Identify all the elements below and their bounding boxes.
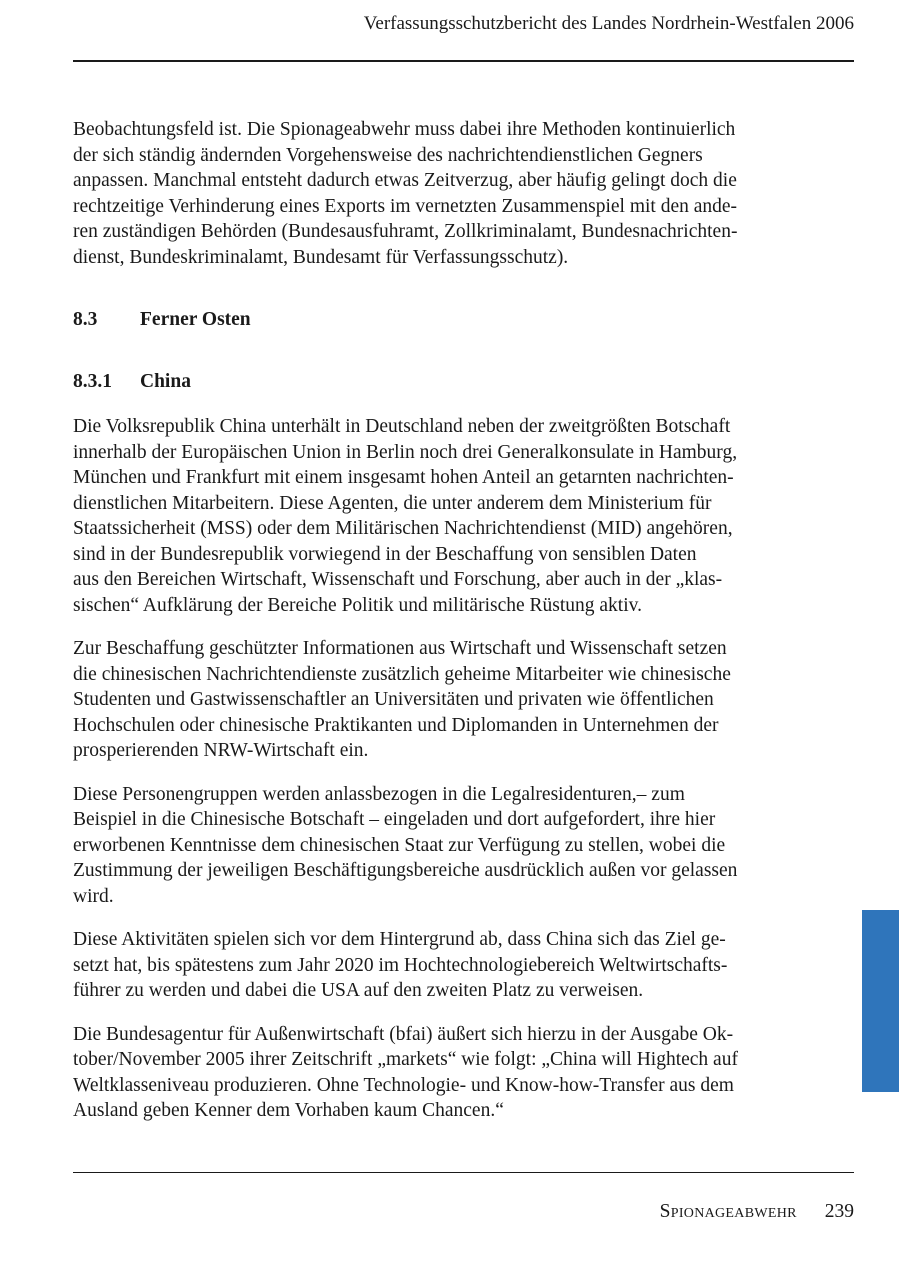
text-line: tober/November 2005 ihrer Zeitschrift „markets“ wie folgt: „China will Hightech auf: [73, 1049, 738, 1070]
text-line: anpassen. Manchmal entsteht dadurch etwas Zeitverzug, aber häufig gelingt doch die: [73, 170, 737, 191]
body-paragraph: [73, 1022, 808, 1124]
text-line: München und Frankfurt mit einem insgesamt hohen Anteil an getarnten nachrichten-: [73, 467, 734, 488]
china-section-body: [73, 414, 808, 1142]
text-line: Weltklasseniveau produzieren. Ohne Technologie- und Know-how-Transfer aus dem: [73, 1074, 734, 1096]
header-rule: [73, 60, 854, 62]
text-line: sischen“ Aufklärung der Bereiche Politik und militärische Rüstung aktiv.: [73, 594, 642, 616]
text-line: innerhalb der Europäischen Union in Berlin noch drei Generalkonsulate in Hamburg,: [73, 441, 738, 463]
running-header: Verfassungsschutzbericht des Landes Nordrhein-Westfalen 2006: [363, 13, 854, 34]
text-line: Studenten und Gastwissenschaftler an Universitäten und privaten wie öffentlichen: [73, 689, 714, 710]
text-line: Die Volksrepublik China unterhält in Deutschland neben der zweitgrößten Botschaft: [73, 416, 731, 437]
section-number: 8.3: [73, 309, 98, 330]
section-title: Ferner Osten: [140, 309, 251, 330]
chapter-name: Spionageabwehr: [659, 1201, 797, 1222]
text-line: erworbenen Kenntnisse dem chinesischen Staat zur Verfügung zu stellen, wobei die: [73, 834, 726, 856]
text-line: führer zu werden und dabei die USA auf den zweiten Platz zu verweisen.: [73, 980, 644, 1001]
text-line: der sich ständig ändernden Vorgehensweise des nachrichtendienstlichen Gegners: [73, 144, 703, 166]
footer-rule: [73, 1172, 854, 1173]
text-line: Staatssicherheit (MSS) oder dem Militärischen Nachrichtendienst (MID) angehören,: [73, 518, 733, 539]
text-line: rechtzeitige Verhinderung eines Exports im vernetzten Zusammenspiel mit den ande-: [73, 195, 738, 217]
text-line: dienstlichen Mitarbeitern. Diese Agenten, die unter anderem dem Ministerium für: [73, 492, 712, 514]
section-heading: [73, 307, 251, 332]
chapter-side-tab: [862, 910, 899, 1092]
text-line: dienst, Bundeskriminalamt, Bundesamt für Verfassungsschutz).: [73, 246, 569, 268]
text-line: Zur Beschaffung geschützter Informationen aus Wirtschaft und Wissenschaft setzen: [73, 638, 727, 659]
body-paragraph: [73, 782, 808, 910]
text-line: Diese Personengruppen werden anlassbezogen in die Legalresidenturen,– zum: [73, 783, 685, 805]
subsection-number: 8.3.1: [73, 371, 112, 392]
subsection-title: China: [140, 371, 191, 392]
text-line: Beobachtungsfeld ist. Die Spionageabwehr muss dabei ihre Methoden kontinuierlich: [73, 119, 736, 140]
body-paragraph: [73, 636, 808, 764]
body-paragraph: [73, 414, 808, 618]
text-line: die chinesischen Nachrichtendienste zusätzlich geheime Mitarbeiter wie chinesische: [73, 663, 731, 685]
text-line: Ausland geben Kenner dem Vorhaben kaum Chancen.“: [73, 1100, 504, 1121]
text-line: ren zuständigen Behörden (Bundesausfuhramt, Zollkriminalamt, Bundesnachrichten-: [73, 221, 738, 242]
text-line: Zustimmung der jeweiligen Beschäftigungsbereiche ausdrücklich außen vor gelassen: [73, 860, 738, 881]
text-line: Hochschulen oder chinesische Praktikanten und Diplomanden in Unternehmen der: [73, 714, 719, 736]
text-line: wird.: [73, 885, 114, 907]
text-line: prosperierenden NRW-Wirtschaft ein.: [73, 740, 369, 761]
page-footer: [660, 1200, 854, 1224]
intro-block: [73, 117, 808, 270]
intro-paragraph: [73, 117, 808, 270]
text-line: setzt hat, bis spätestens zum Jahr 2020 im Hochtechnologiebereich Weltwirtschafts-: [73, 954, 728, 976]
body-paragraph: [73, 927, 808, 1004]
text-line: Diese Aktivitäten spielen sich vor dem Hintergrund ab, dass China sich das Ziel ge-: [73, 929, 726, 950]
text-line: Beispiel in die Chinesische Botschaft – eingeladen und dort aufgefordert, ihre hier: [73, 809, 716, 830]
text-line: sind in der Bundesrepublik vorwiegend in der Beschaffung von sensiblen Daten: [73, 543, 697, 565]
text-line: aus den Bereichen Wirtschaft, Wissenschaft und Forschung, aber auch in der „klas-: [73, 569, 723, 590]
subsection-heading: [73, 369, 191, 394]
page-number: 239: [824, 1201, 854, 1222]
text-line: Die Bundesagentur für Außenwirtschaft (bfai) äußert sich hierzu in der Ausgabe Ok-: [73, 1023, 734, 1045]
